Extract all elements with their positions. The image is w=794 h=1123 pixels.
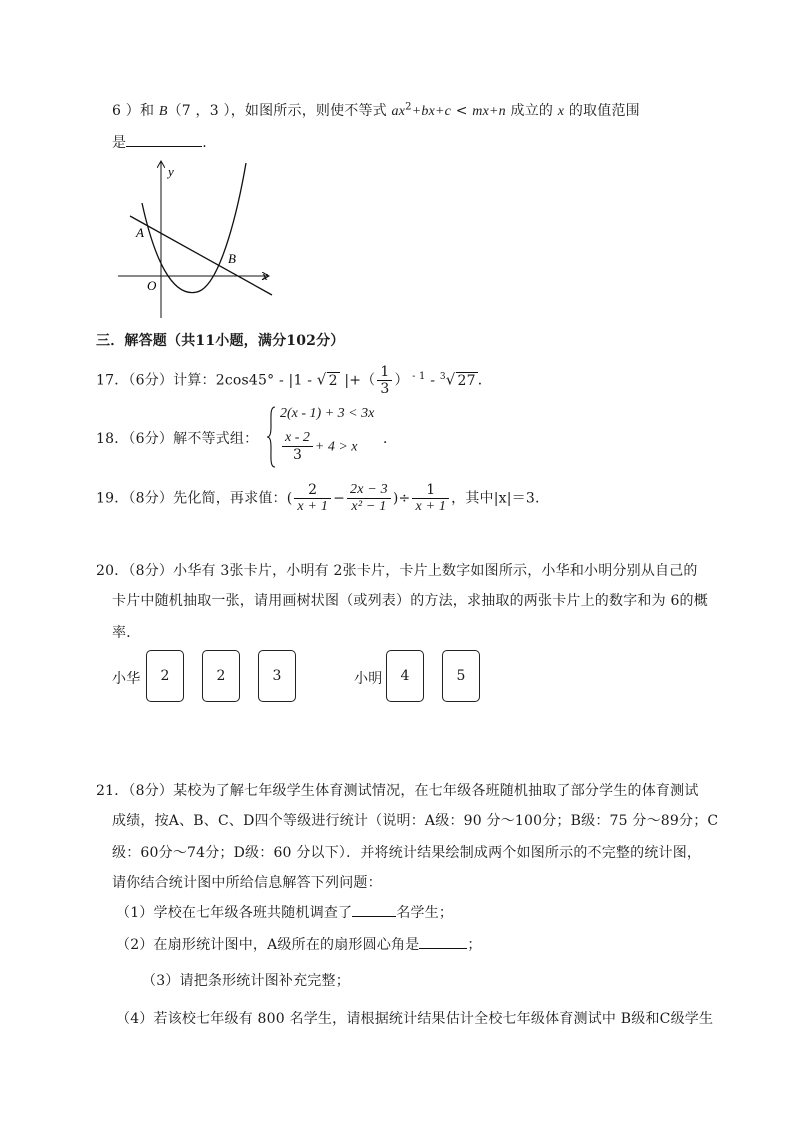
origin-label: O [147,278,157,293]
q18-row2-rest: + 4 > x [314,439,358,455]
system-brace [266,406,276,468]
q18-frac-num: x - 2 [282,430,313,447]
q21-sub2-blank[interactable] [419,948,467,949]
q17-cbrt-index: 3 [439,371,446,382]
xiaoming-card: 4 [386,650,424,702]
q21-sub2-text: ； [467,937,482,953]
x-axis-label: x [262,268,268,283]
q16-text: 成立的 [505,103,558,119]
parabola-curve [142,163,246,293]
y-axis-label: y [168,164,174,179]
q21-line1: 21．（8分）某校为了解七年级学生体育测试情况，在七年级各班随机抽取了部分学生的体育测试 [96,783,699,799]
q19-f3-den: x + 1 [415,499,447,514]
q21-sub1 [116,902,453,922]
q19-f1-num: 2 [294,482,331,499]
cbrt-symbol: √ [445,370,456,389]
q21-sub2-text: （2）在扇形统计图中，A级所在的扇形圆心角是 [116,937,420,953]
q19-text: 19．（8分）先化简，再求值：( [96,490,293,507]
q16-line2 [112,132,207,152]
q18-fraction [282,430,313,463]
q16-exponent: 2 [405,101,412,113]
q19-f2-den: x² − 1 [351,499,387,514]
q21-line3: 级：60分～74分；D级：60 分以下）．并将统计结果绘制成两个如图所示的不完整的统计图， [112,845,702,861]
q21-line2: 成绩，按A、B、C、D四个等级进行统计（说明：A级：90 分～100分；B级：75 分～89分；C [112,813,719,829]
q17-cbrt-arg: 27 [457,372,476,389]
q19-fraction-1 [294,482,331,515]
q19-line [96,482,540,515]
q16-text: 的取值范围 [564,103,640,119]
sqrt-symbol: √ [316,370,327,389]
q16-text: 6 ）和 [112,103,159,119]
q16-answer-blank[interactable] [126,146,202,147]
q17-exponent: - 1 [408,370,426,382]
q17-text: 17．（6分）计算：2cos45° - |1 - [96,372,317,389]
q16-text: （7 ，3 ），如图所示，则使不等式 [167,103,392,119]
q17-frac-num: 1 [377,364,392,381]
q20-line3: 率． [112,625,141,641]
xiaohua-card: 2 [146,650,184,702]
xiaoming-card: 5 [442,650,480,702]
q16-less-than: < [451,103,473,119]
q21-sub4: （4）若该校七年级有 800 名学生，请根据统计结果估计全校七年级体育测试中 B级和C级学生 [116,1011,714,1027]
q16-variable-x: x [557,104,565,119]
q18-row1: 2(x - 1) + 3 < 3x [280,406,375,421]
q19-text: )÷ [392,490,411,507]
q16-point-b: B [158,104,168,119]
q21-line4: 请你结合统计图中所给信息解答下列问题： [112,875,382,891]
q17-text: ） [394,372,409,389]
q16-text: . [202,135,207,151]
q16-inequality-part: +bx+c [411,104,452,119]
q19-fraction-3 [412,482,449,515]
q18-frac-den: 3 [292,447,302,463]
q21-sub1-text: （1）学校在七年级各班共随机调查了 [116,905,353,921]
xiaohua-label: 小华 [112,671,141,687]
q17-text: |+（ [339,372,376,389]
q17-fraction [377,364,392,397]
q21-sub1-blank[interactable] [352,916,396,917]
q17-line [96,364,492,397]
q21-sub1-text: 名学生； [396,905,454,921]
q16-inequality-part: mx+n [472,104,506,119]
q17-frac-den: 3 [380,381,390,397]
q18-prefix: 18．（6分）解不等式组： [96,431,259,447]
q18-row2 [280,430,358,463]
section-3-title: 三．解答题（共11小题，满分102分） [96,333,345,349]
q18-end: ． [383,431,398,447]
q19-fraction-2 [347,482,391,515]
parabola-line-graph [112,158,282,323]
xiaohua-card: 2 [202,650,240,702]
q16-text: 是 [112,135,127,151]
q19-text: ，其中|x|＝3. [451,490,540,507]
q21-sub2 [116,934,482,954]
q17-sqrt-arg: 2 [328,372,338,389]
xiaoming-label: 小明 [354,671,383,687]
q20-line1: 20．（8分）小华有 3张卡片，小明有 2张卡片，卡片上数字如图所示，小华和小明分别从自己的 [96,563,698,579]
xiaohua-card: 3 [258,650,296,702]
q19-f3-num: 1 [412,482,449,499]
q19-minus: − [333,490,345,507]
q16-line1 [112,100,640,120]
point-a-label: A [136,225,144,240]
point-b-label: B [228,251,236,266]
q17-text: - [425,372,440,389]
q19-f2-num: 2x − 3 [347,482,391,499]
q20-line2: 卡片中随机抽取一张，请用画树状图（或列表）的方法，求抽取的两张卡片上的数字和为 6的概 [112,593,708,609]
q16-inequality-part: ax [391,104,406,119]
q21-sub3: （3）请把条形统计图补充完整； [142,973,350,989]
q17-text: ． [477,372,492,389]
q19-f1-den: x + 1 [297,499,329,514]
